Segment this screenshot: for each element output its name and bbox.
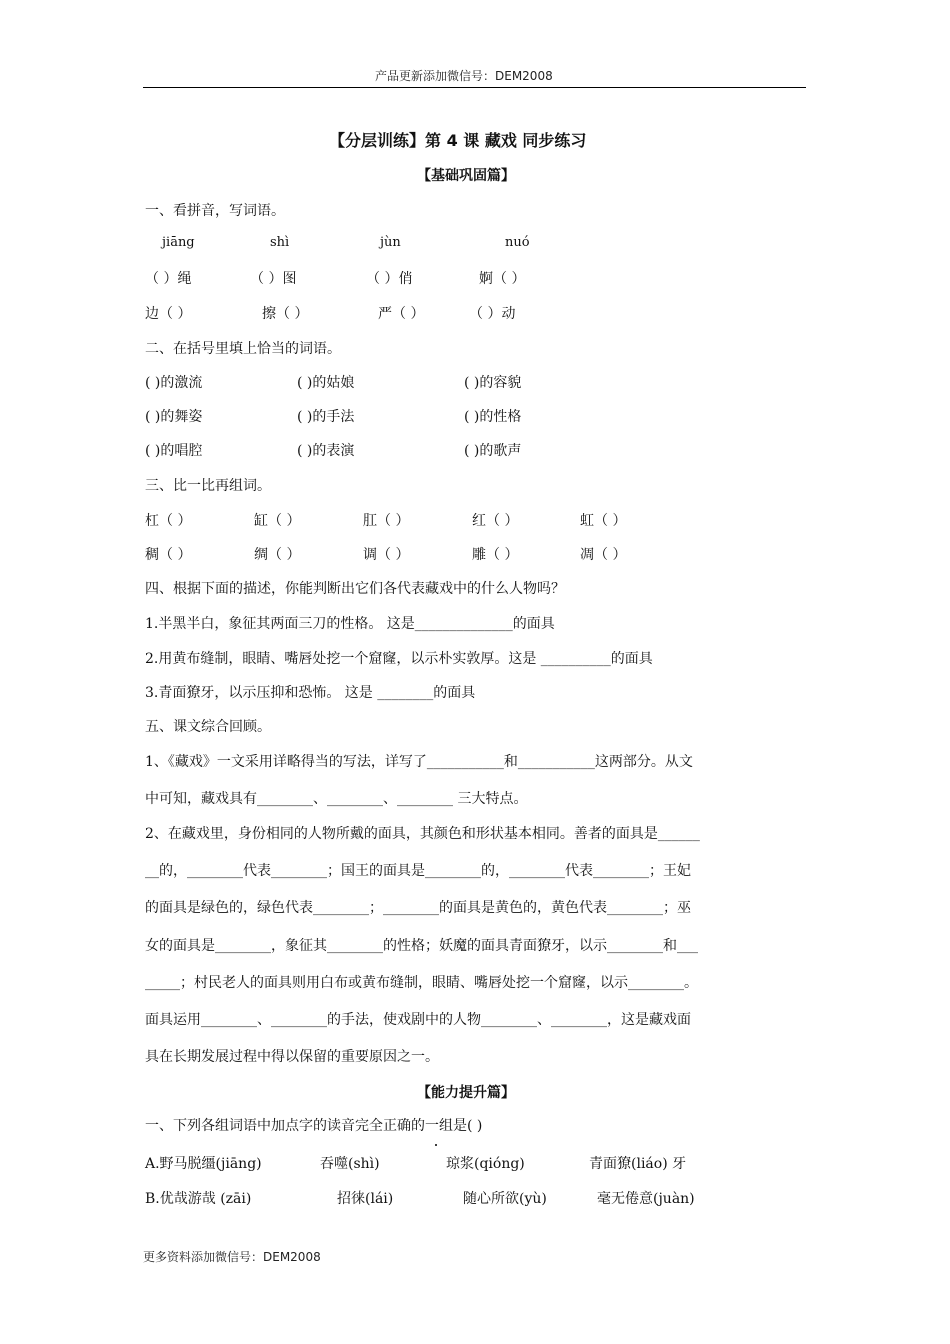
option-a-2[interactable]: 吞噬(shì) [320,1156,380,1172]
option-b-1[interactable]: B.优哉游哉 (zāi) [145,1191,252,1207]
q2-title: 二、在括号里填上恰当的词语。 [145,341,341,357]
q5-line[interactable]: __的，________代表________；国王的面具是________的，________代表________；王妃 [145,863,691,879]
q1-blank-1[interactable]: （ ）绳 [145,271,192,287]
q5-line[interactable]: 的面具是绿色的，绿色代表________；________的面具是黄色的，黄色代表________；巫 [145,900,691,916]
q3-item[interactable]: 缸（ ） [254,513,301,529]
q3-item[interactable]: 红（ ） [472,513,519,529]
q2-item[interactable]: ( )的唱腔 [145,443,203,459]
section-advanced-title: 【能力提升篇】 [417,1085,515,1101]
page-header: 产品更新添加微信号：DEM2008 [375,69,553,83]
q5-line[interactable]: 女的面具是________，象征其________的性格；妖魔的面具青面獠牙，以示________和___ [145,938,698,954]
page-footer: 更多资料添加微信号：DEM2008 [143,1250,321,1264]
q2-item[interactable]: ( )的歌声 [464,443,522,459]
q3-item[interactable]: 调（ ） [363,547,410,563]
option-b-3[interactable]: 随心所欲(yù) [463,1191,547,1207]
q3-item[interactable]: 凋（ ） [580,547,627,563]
q1-blank-6[interactable]: 擦（ ） [262,306,309,322]
q3-item[interactable]: 虹（ ） [580,513,627,529]
q4-item-2[interactable]: 2.用黄布缝制，眼睛、嘴唇处挖一个窟窿，以示朴实敦厚。这是 __________的面具 [145,651,653,667]
option-a-4[interactable]: 青面獠(liáo) 牙 [589,1156,687,1172]
p1-title: 一、下列各组词语中加点字的读音完全正确的一组是( ) [145,1118,483,1134]
header-rule [143,87,806,88]
q4-item-3[interactable]: 3.青面獠牙，以示压抑和恐怖。 这是 ________的面具 [145,685,476,701]
option-b-4[interactable]: 毫无倦意(juàn) [597,1191,695,1207]
q5-line[interactable]: 中可知，藏戏具有________、________、________ 三大特点。 [145,791,528,807]
option-a-3[interactable]: 琼浆(qióng) [446,1156,525,1172]
q5-line[interactable]: _____；村民老人的面具则用白布或黄布缝制，眼睛、嘴唇处挖一个窟窿，以示________。 [145,975,698,991]
q3-item[interactable]: 绸（ ） [254,547,301,563]
option-a-1[interactable]: A.野马脱缰(jiāng) [145,1156,262,1172]
q1-blank-3[interactable]: （ ）俏 [366,271,413,287]
q2-item[interactable]: ( )的容貌 [464,375,522,391]
q1-blank-8[interactable]: （ ）动 [469,306,516,322]
page-title: 【分层训练】第 4 课 藏戏 同步练习 [329,131,587,150]
pinyin-4: nuó [505,235,530,250]
q5-line[interactable]: 2、在藏戏里，身份相同的人物所戴的面具，其颜色和形状基本相同。善者的面具是______ [145,826,700,842]
section-basic-title: 【基础巩固篇】 [417,168,515,184]
q3-item[interactable]: 稠（ ） [145,547,192,563]
q4-item-1[interactable]: 1.半黑半白，象征其两面三刀的性格。 这是______________的面具 [145,616,555,632]
pinyin-2: shì [270,235,290,250]
q5-title: 五、课文综合回顾。 [145,719,271,735]
q1-title: 一、看拼音，写词语。 [145,203,285,219]
q2-item[interactable]: ( )的激流 [145,375,203,391]
q1-blank-5[interactable]: 边（ ） [145,306,192,322]
option-b-2[interactable]: 招徕(lái) [337,1191,394,1207]
q2-item[interactable]: ( )的手法 [297,409,355,425]
q1-blank-2[interactable]: （ ）图 [250,271,297,287]
q3-item[interactable]: 杠（ ） [145,513,192,529]
pinyin-1: jiāng [162,235,195,250]
q1-blank-7[interactable]: 严（ ） [378,306,425,322]
q5-line: 具在长期发展过程中得以保留的重要原因之一。 [145,1049,439,1065]
q2-item[interactable]: ( )的性格 [464,409,522,425]
q2-item[interactable]: ( )的舞姿 [145,409,203,425]
emphasis-dot [435,1144,437,1146]
q2-item[interactable]: ( )的姑娘 [297,375,355,391]
q1-blank-4[interactable]: 婀（ ） [479,271,526,287]
q5-line[interactable]: 面具运用________、________的手法，使戏剧中的人物________、________，这是藏戏面 [145,1012,691,1028]
q4-title: 四、根据下面的描述，你能判断出它们各代表藏戏中的什么人物吗？ [145,581,565,597]
pinyin-3: jùn [380,235,401,250]
q3-title: 三、比一比再组词。 [145,478,271,494]
q2-item[interactable]: ( )的表演 [297,443,355,459]
q5-line[interactable]: 1、《藏戏》一文采用详略得当的写法，详写了___________和___________这两部分。从文 [145,754,693,770]
q3-item[interactable]: 雕（ ） [472,547,519,563]
q3-item[interactable]: 肛（ ） [363,513,410,529]
